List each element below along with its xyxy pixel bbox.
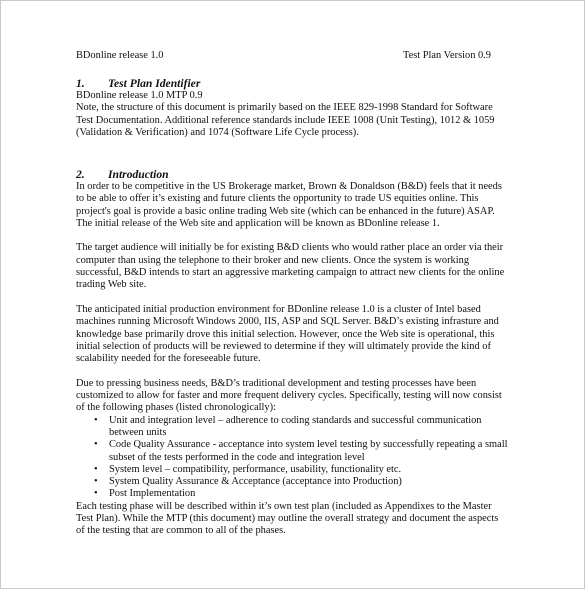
- text-line: The initial release of the Web site and application will be known as BDonline release 1.: [76, 217, 440, 229]
- text-line: (Validation & Verification) and 1074 (Software Life Cycle process).: [76, 126, 359, 138]
- bullet-icon: •: [94, 463, 98, 475]
- text-line: scalability needed for the foreseeable future.: [76, 353, 261, 365]
- list-item: [76, 476, 522, 488]
- text-line: Due to pressing business needs, B&D’s traditional development and testing processes have been: [76, 377, 477, 389]
- text-line: Test Plan). While the MTP (this document) may outline the overall strategy and document the aspects: [76, 513, 499, 525]
- text-line: between units: [109, 426, 167, 438]
- section-heading: [76, 77, 522, 90]
- section-number: 2.: [76, 168, 85, 181]
- bullet-icon: •: [94, 488, 98, 500]
- text-line: Note, the structure of this document is primarily based on the IEEE 829-1998 Standard for Software: [76, 102, 493, 114]
- list-item: [76, 439, 522, 464]
- header-left-text: BDonline release 1.0: [76, 50, 164, 61]
- text-line: knowledge base primarily drove this initial selection. However, once the Web site is operational, this: [76, 328, 495, 340]
- bullet-icon: •: [94, 414, 98, 426]
- section-test-plan-identifier: [76, 77, 522, 139]
- text-line: In order to be competitive in the US Brokerage market, Brown & Donaldson (B&D) feels that it needs: [76, 181, 502, 192]
- paragraph: [76, 181, 522, 230]
- paragraph: [76, 378, 522, 415]
- text-line: computer than using the telephone to their broker and new clients. Once the system is working: [76, 254, 470, 266]
- list-item: [76, 415, 522, 440]
- text-line: System level – compatibility, performance, usability, functionality etc.: [109, 463, 402, 475]
- text-line: of the following phases (listed chronologically):: [76, 402, 276, 414]
- text-line: Unit and integration level – adherence to coding standards and successful communication: [109, 414, 482, 426]
- text-line: Post Implementation: [109, 488, 196, 500]
- text-line: The target audience will initially be for existing B&D clients who would rather place an order via their: [76, 242, 504, 254]
- text-line: project's goal is provide a basic online trading Web site (which can be enhanced in the future) ASAP.: [76, 205, 495, 217]
- bullet-icon: •: [94, 439, 98, 451]
- text-line: BDonline release 1.0 MTP 0.9: [76, 90, 203, 101]
- text-line: successful, B&D intends to start an aggressive marketing campaign to attract new clients for the online: [76, 267, 505, 279]
- text-line: subset of the tests performed in the code and integration level: [109, 451, 365, 463]
- text-line: Code Quality Assurance - acceptance into system level testing by successfully repeating a small: [109, 439, 508, 451]
- text-line: trading Web site.: [76, 279, 147, 291]
- section-title: Introduction: [108, 168, 169, 181]
- phase-list: [76, 415, 522, 501]
- paragraph: [76, 304, 522, 365]
- section-introduction: [76, 168, 522, 538]
- section-number: 1.: [76, 77, 85, 90]
- text-line: to be able to offer it’s existing and future clients the opportunity to trade US equities online. This: [76, 193, 479, 205]
- bullet-icon: •: [94, 476, 98, 488]
- text-line: Each testing phase will be described within it’s own test plan (included as Appendixes to the Master: [76, 500, 492, 512]
- text-line: of the testing that are common to all of the phases.: [76, 525, 286, 537]
- text-line: machines running Microsoft Windows 2000, IIS, ASP and SQL Server. B&D’s existing infrasture and: [76, 316, 499, 328]
- section-title: Test Plan Identifier: [108, 77, 201, 90]
- paragraph: [76, 242, 522, 291]
- paragraph: [76, 501, 522, 538]
- identifier-text: [76, 90, 522, 139]
- text-line: Test Documentation. Additional reference standards include IEEE 1008 (Unit Testing), 1012 & 1059: [76, 114, 495, 126]
- text-line: The anticipated initial production environment for BDonline release 1.0 is a cluster of Intel based: [76, 303, 481, 315]
- text-line: System Quality Assurance & Acceptance (acceptance into Production): [109, 476, 402, 488]
- text-line: initial selection of products will be reviewed to determine if they will ultimately provide the kind of: [76, 340, 491, 352]
- list-item: [76, 464, 522, 476]
- header-right-text: Test Plan Version 0.9: [403, 50, 491, 61]
- section-heading: [76, 168, 522, 181]
- text-line: customized to allow for faster and more frequent delivery cycles. Specifically, testing will now consist: [76, 390, 502, 402]
- list-item: [76, 488, 522, 500]
